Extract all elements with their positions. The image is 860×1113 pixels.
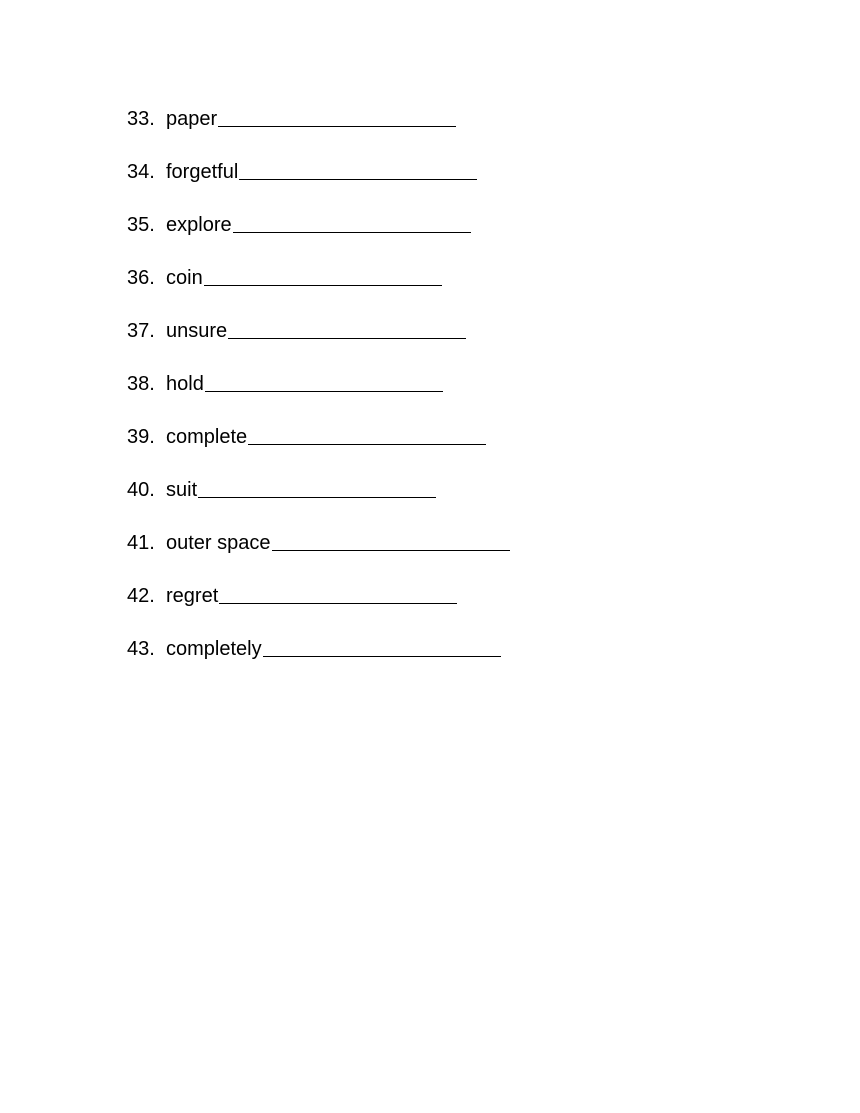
answer-blank[interactable] — [272, 530, 510, 551]
item-word: completely — [166, 638, 262, 660]
list-item — [127, 371, 510, 424]
answer-blank[interactable] — [233, 212, 471, 233]
list-item — [127, 106, 510, 159]
answer-blank[interactable] — [204, 265, 442, 286]
item-number: 43. — [127, 638, 155, 660]
item-number: 41. — [127, 532, 155, 554]
answer-blank[interactable] — [219, 583, 457, 604]
item-word: suit — [166, 479, 198, 501]
list-item — [127, 265, 510, 318]
item-number: 36. — [127, 267, 155, 289]
item-number: 40. — [127, 479, 155, 501]
item-word: regret — [166, 585, 219, 607]
item-number: 38. — [127, 373, 155, 395]
item-word: coin — [166, 267, 203, 289]
list-item — [127, 159, 510, 212]
item-number: 39. — [127, 426, 155, 448]
answer-blank[interactable] — [248, 424, 486, 445]
answer-blank[interactable] — [205, 371, 443, 392]
list-item — [127, 424, 510, 477]
answer-blank[interactable] — [198, 477, 436, 498]
list-item — [127, 636, 510, 689]
item-word: hold — [166, 373, 204, 395]
item-number: 42. — [127, 585, 155, 607]
list-item — [127, 318, 510, 371]
list-item — [127, 583, 510, 636]
item-word: forgetful — [166, 161, 239, 183]
vocabulary-list — [127, 106, 510, 689]
item-word: complete — [166, 426, 248, 448]
item-number: 34. — [127, 161, 155, 183]
answer-blank[interactable] — [263, 636, 501, 657]
item-word: explore — [166, 214, 232, 236]
item-word: unsure — [166, 320, 228, 342]
item-number: 37. — [127, 320, 155, 342]
item-number: 35. — [127, 214, 155, 236]
item-word: paper — [166, 108, 218, 130]
answer-blank[interactable] — [228, 318, 466, 339]
item-number: 33. — [127, 108, 155, 130]
answer-blank[interactable] — [239, 159, 477, 180]
list-item — [127, 212, 510, 265]
list-item — [127, 477, 510, 530]
item-word: outer space — [166, 532, 271, 554]
list-item — [127, 530, 510, 583]
answer-blank[interactable] — [218, 106, 456, 127]
